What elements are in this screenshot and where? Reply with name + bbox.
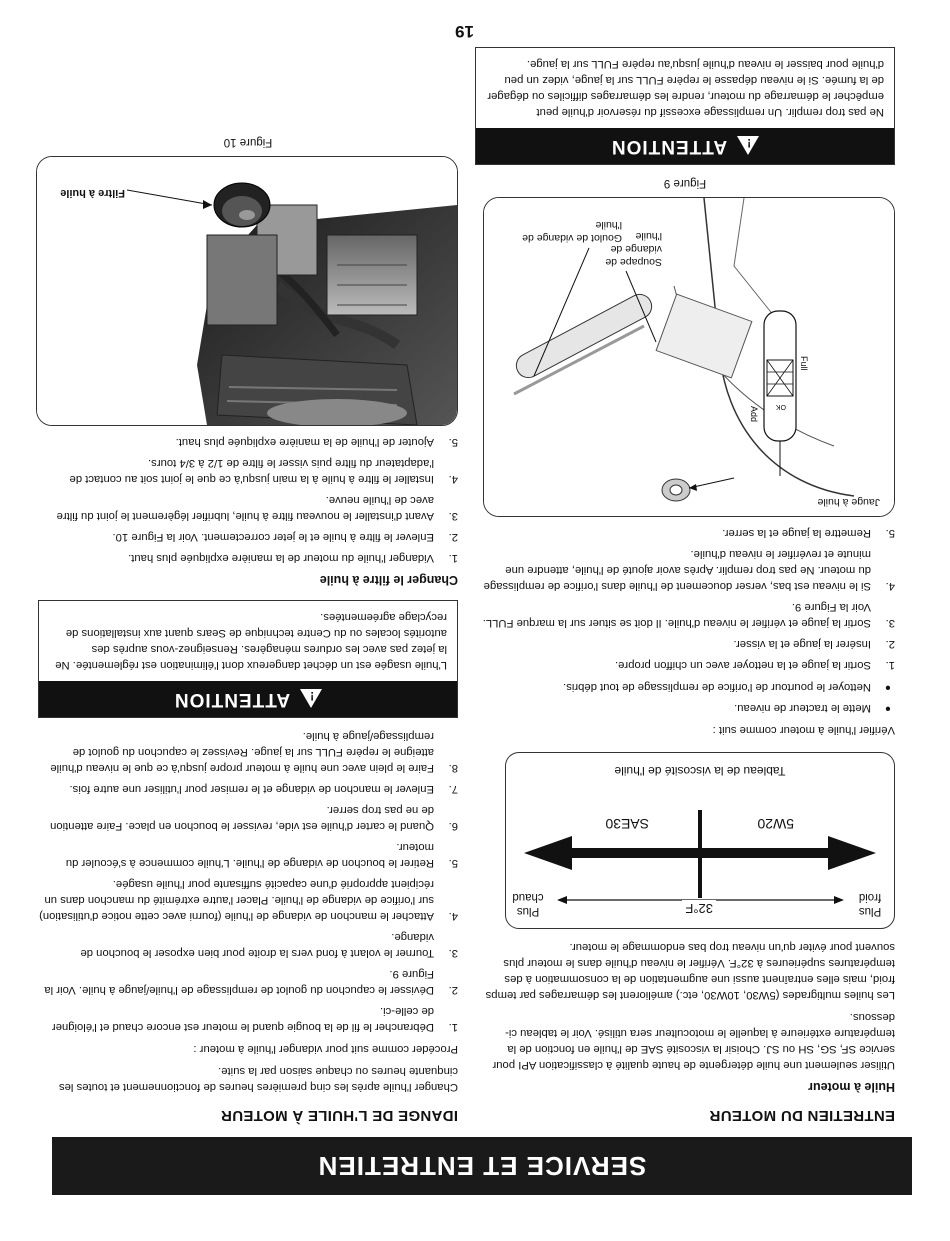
attention-title: ATTENTION (173, 689, 291, 710)
valve-label: Soupape de vidange de l'huile (605, 230, 662, 268)
attention-header (476, 128, 894, 164)
list-item: 1. Sortir la jauge et la nettoyer avec un chiffon propre. (614, 659, 895, 671)
list-item: 1. Débrancher le fil de la bougie quand le moteur est encore chaud et l'éloigner de celle-ci. (51, 1005, 458, 1033)
viscosity-chart (505, 752, 895, 929)
check-bullets (475, 679, 895, 716)
list-item: 4. Attacher le manchon de vidange de l'huile (fourni avec cette notice d'utilisation) sur l'orifice de vidange de l'huile. Placer l'autre extrémité du manchon dans un récipient approprié d'une capacité suffisante pour l'huile usagée. (39, 878, 458, 922)
oil-change-intro: Changer l'huile après les cinq premières heures de fonctionnement et toutes les cinquante heures ou chaque saison par la suite. (58, 1065, 458, 1093)
add-mark: Add (749, 406, 759, 423)
list-item: 2. Dévisser le capuchon du goulot de remplissage de l'huile/jauge à huile. Voir la Figure 9. (44, 968, 458, 996)
list-item: 3. Tourner le volant à fond vers la droite pour bien exposer le bouchon de vidange. (80, 931, 458, 959)
ok-mark: OK (775, 403, 786, 410)
section-title: ENTRETIEN DU MOTEUR (709, 1107, 895, 1124)
viscosity-caption: Tableau de la viscosité de l'huile (614, 764, 786, 778)
list-item: 5. Remettre la jauge et la serrer. (722, 527, 895, 539)
list-item: 5. Ajouter de l'huile de la manière expliquée plus haut. (175, 436, 458, 448)
dipstick-illustration (484, 198, 894, 516)
filter-steps (38, 434, 458, 566)
list-item: 5. Retirer le bouchon de vidange de l'huile. L'huile commence à s'écouler du moteur. (65, 841, 458, 869)
figure-9-caption: Figure 9 (663, 177, 707, 189)
list-item: 8. Faire le plein avec une huile à moteur propre jusqu'à ce que le niveau d'huile atteigne le repère FULL sur la jauge. Revissez le capuchon du goulot de remplissage/jauge à huile. (50, 730, 458, 774)
attention-title: ATTENTION (610, 136, 728, 157)
full-mark: Full (799, 356, 809, 371)
section-title: IDANGE DE L'HUILE À MOTEUR (220, 1107, 458, 1124)
list-item: 2. Insérer la jauge et la visser. (733, 638, 895, 650)
section-header-bar (52, 1137, 912, 1195)
temperature-label: 32°F (682, 900, 716, 916)
oil-change-steps (38, 728, 458, 1035)
header-title: SERVICE ET ENTRETIEN (317, 1151, 647, 1182)
figure-10-oil-filter (36, 156, 458, 426)
list-item: ● Nettoyer le pourtour de l'orifice de remplissage de tout débris. (563, 681, 891, 693)
filter-heading: Changer le filtre à huile (319, 573, 458, 587)
oil-intro-text: Utiliser seulement une huile détergente de haute qualité à classification API pour service SF, SG, SH ou SJ. Choisir la viscosité SAE de l'huile en fonction de la température extérieure à laquelle le motoculteur sera utilisé. Voir le tableau ci-dessous. (492, 1011, 895, 1071)
oil-heading: Huile à moteur (808, 1080, 895, 1094)
warning-icon: ! (300, 690, 322, 709)
attention-box-overfill (475, 47, 895, 165)
attention-header (39, 681, 457, 717)
list-item: 3. Avant d'installer le nouveau filtre à huile, lubrifier légèrement le joint du filtre avec de l'huile neuve. (56, 494, 458, 522)
list-item: 2. Enlever le filtre à huile et le jeter correctement. Voir la Figure 10. (112, 531, 458, 543)
attention-box-disposal (38, 600, 458, 718)
oil-multigrade-text: Les huiles multigrades (5W30, 10W30, etc.) améliorent les démarrages par temps froid, mais elles entraînent aussi une augmentation de la consommation à des températures supérieures à 32°F. Vérifier le niveau d'huile dans le moteur plus souvent pour éviter qu'un niveau trop bas endommage le moteur. (485, 941, 895, 1001)
list-item: 1. Vidanger l'huile du moteur de la manière expliquée plus haut. (128, 552, 458, 564)
column-engine-maintenance (475, 35, 895, 1123)
grade-cold: 5W20 (757, 816, 794, 832)
list-item: ● Mette le tracteur de niveau. (734, 702, 891, 714)
warning-icon: ! (737, 137, 759, 156)
page-number: 19 (455, 22, 474, 41)
attention-text: Ne pas trop remplir. Un remplissage excessif du réservoir d'huile peut empêcher le démarrage du moteur, rendre les démarrages difficiles ou dégager de la fumée. Si le niveau dépasse le repère FULL sur la jauge, videz un peu d'huile pour baisser le niveau d'huile jusqu'au repère FULL sur la jauge. (487, 58, 884, 118)
tube-label: Goulot de vidange de l'huile (522, 219, 622, 244)
check-steps (475, 525, 895, 673)
list-item: 6. Quand le carter d'huile est vide, revisser le bouchon en place. Faire attention de ne pas trop serrer. (50, 804, 458, 832)
cold-label: Plus froid (858, 891, 882, 917)
list-item: 4. Si le niveau est bas, verser doucement de l'huile dans l'orifice de remplissage du moteur. Ne pas trop remplir. Après avoir ajouté de l'huile, attendre une minute et revérifier le niveau d'huile. (483, 548, 895, 592)
list-item: 7. Enlever le manchon de vidange et le remiser pour l'utiliser une autre fois. (69, 783, 458, 795)
hot-label: Plus chaud (512, 891, 544, 917)
list-item: 4. Installer le filtre à huile à la main jusqu'à ce que le joint soit au contact de l'adaptateur du filtre puis visser le filtre de 1/2 à 3/4 tours. (69, 457, 458, 485)
figure-10-caption: Figure 10 (223, 136, 273, 148)
figure-9-dipstick (483, 197, 895, 517)
procedure-intro: Procéder comme suit pour vidanger l'huile à moteur : (193, 1043, 458, 1055)
column-oil-change (38, 124, 458, 1123)
check-intro-text: Vérifier l'huile à moteur comme suit : (712, 724, 895, 736)
oil-filter-label: Filtre à huile (60, 187, 125, 199)
list-item: 3. Sortir la jauge et vérifier le niveau d'huile. Il doit se situer sur la marque FULL. Voir la Figure 9. (482, 601, 895, 629)
dipstick-label: Jauge à huile (817, 496, 880, 508)
attention-text: L'huile usagée est un déchet dangereux dont l'élimination est réglementée. Ne la jetez pas avec les ordures ménagères. Renseignez-vous auprès des autorités locales ou du Centre technique de Sears quant aux installations de recyclage agréementées. (55, 611, 447, 671)
grade-hot: SAE30 (605, 816, 649, 832)
